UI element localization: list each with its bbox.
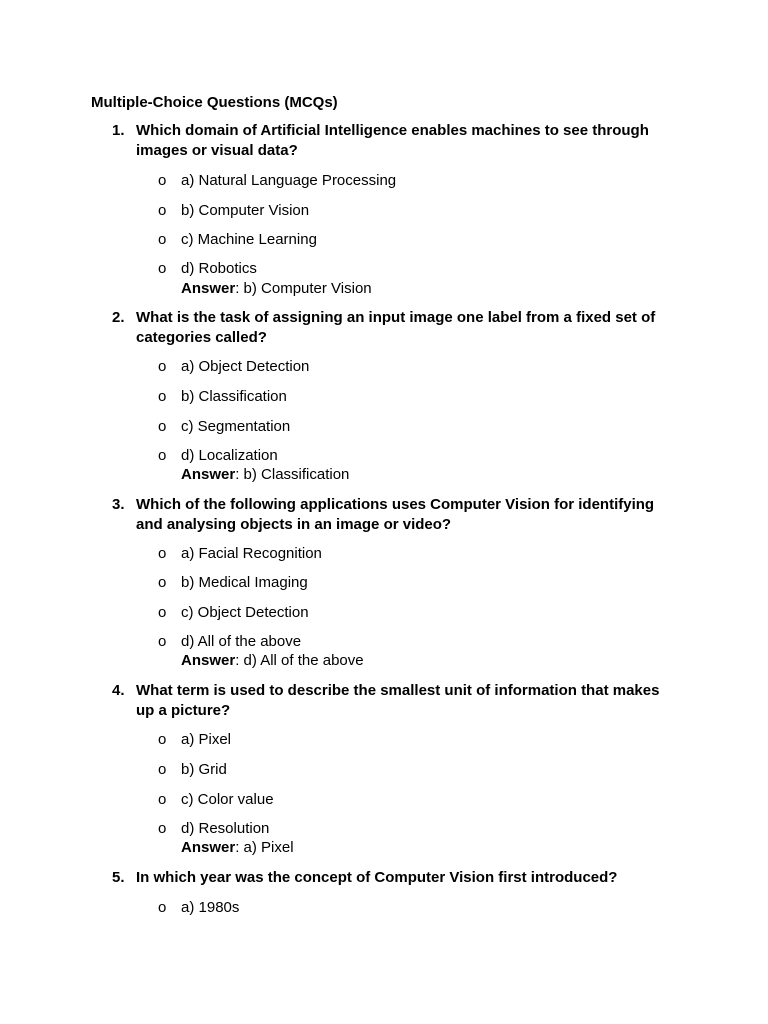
option-text: d) All of the above (181, 633, 302, 650)
question-text: What is the task of assigning an input image one label from a fixed set of categories called? (136, 309, 656, 346)
option-text: c) Object Detection (181, 604, 309, 621)
section-heading: Multiple-Choice Questions (MCQs) (91, 94, 338, 111)
option-text: c) Machine Learning (181, 231, 317, 248)
bullet-marker: o (158, 545, 167, 562)
question-number: 5. (112, 869, 125, 886)
question-number: 4. (112, 682, 125, 699)
bullet-marker: o (158, 791, 167, 808)
bullet-marker: o (158, 731, 167, 748)
question-text: In which year was the concept of Computer Vision first introduced? (136, 869, 618, 886)
bullet-marker: o (158, 172, 167, 189)
option-text: a) 1980s (181, 899, 240, 916)
option-1a (0, 171, 768, 191)
option-text: c) Segmentation (181, 418, 291, 435)
option-3a (0, 544, 768, 564)
bullet-marker: o (158, 633, 167, 650)
question-text: What term is used to describe the smallest unit of information that makes up a picture? (136, 682, 660, 719)
option-5a (0, 898, 768, 918)
option-4d (0, 819, 768, 839)
question-number: 3. (112, 496, 125, 513)
answer-2 (181, 465, 349, 485)
option-2c (0, 417, 768, 437)
bullet-marker: o (158, 604, 167, 621)
answer-label: Answer (181, 280, 236, 297)
bullet-marker: o (158, 574, 167, 591)
question-number: 1. (112, 122, 125, 139)
option-3b (0, 573, 768, 593)
option-text: b) Medical Imaging (181, 574, 308, 591)
option-text: c) Color value (181, 791, 274, 808)
answer-label: Answer (181, 652, 236, 669)
question-text: Which of the following applications uses Computer Vision for identifying and analysing objects in an image or video? (136, 496, 655, 533)
question-number: 2. (112, 309, 125, 326)
answer-value: : b) Classification (235, 466, 350, 483)
bullet-marker: o (158, 388, 167, 405)
bullet-marker: o (158, 260, 167, 277)
option-2d (0, 446, 768, 466)
bullet-marker: o (158, 447, 167, 464)
bullet-marker: o (158, 202, 167, 219)
option-4c (0, 790, 768, 810)
question-text: Which domain of Artificial Intelligence enables machines to see through images or visual data? (136, 122, 649, 159)
option-text: d) Robotics (181, 260, 257, 277)
answer-label: Answer (181, 839, 236, 856)
answer-4 (181, 838, 294, 858)
option-3c (0, 603, 768, 623)
option-3d (0, 632, 768, 652)
option-text: a) Facial Recognition (181, 545, 322, 562)
answer-value: : b) Computer Vision (235, 280, 372, 297)
option-text: a) Pixel (181, 731, 232, 748)
answer-value: : a) Pixel (235, 839, 294, 856)
answer-label: Answer (181, 466, 236, 483)
answer-3 (181, 651, 364, 671)
option-4a (0, 730, 768, 750)
option-text: d) Resolution (181, 820, 270, 837)
option-4b (0, 760, 768, 780)
bullet-marker: o (158, 418, 167, 435)
option-text: a) Natural Language Processing (181, 172, 397, 189)
option-text: b) Computer Vision (181, 202, 310, 219)
option-1c (0, 230, 768, 250)
bullet-marker: o (158, 358, 167, 375)
bullet-marker: o (158, 820, 167, 837)
option-text: a) Object Detection (181, 358, 310, 375)
bullet-marker: o (158, 899, 167, 916)
answer-1 (181, 279, 372, 299)
option-2b (0, 387, 768, 407)
answer-value: : d) All of the above (235, 652, 364, 669)
option-text: b) Grid (181, 761, 227, 778)
bullet-marker: o (158, 231, 167, 248)
option-1b (0, 201, 768, 221)
option-text: b) Classification (181, 388, 287, 405)
bullet-marker: o (158, 761, 167, 778)
option-text: d) Localization (181, 447, 278, 464)
option-1d (0, 259, 768, 279)
option-2a (0, 357, 768, 377)
